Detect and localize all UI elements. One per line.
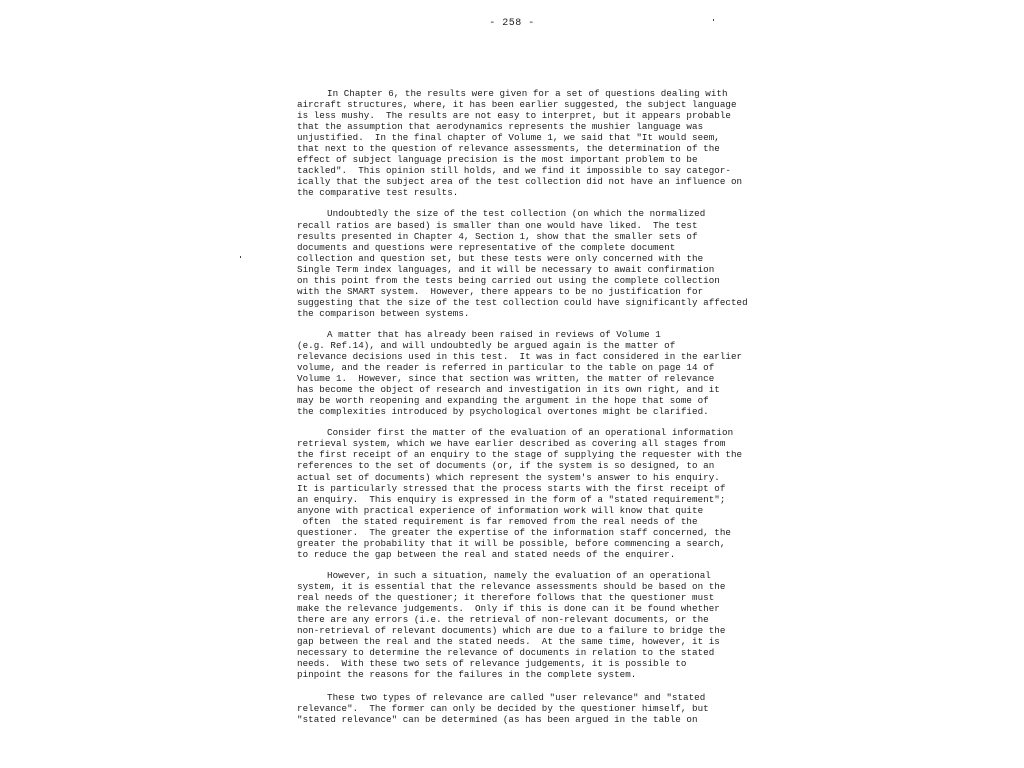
text-line: necessary to determine the relevance of documents in relation to the stated xyxy=(297,647,715,659)
text-line: (e.g. Ref.14), and will undoubtedly be argued again is the matter of xyxy=(297,339,676,351)
text-line: there are any errors (i.e. the retrieval of non-relevant documents, or the xyxy=(297,614,709,626)
text-line: references to the set of documents (or, if the system is so designed, to an xyxy=(297,460,715,472)
text-line: "stated relevance" can be determined (as has been argued in the table on xyxy=(297,714,698,726)
scan-artifact xyxy=(240,256,241,258)
paragraph-4 xyxy=(297,427,743,560)
text-line: It is particularly stressed that the process starts with the first receipt of xyxy=(297,482,726,494)
page-number: - 258 - xyxy=(489,18,535,29)
paragraph-2 xyxy=(297,208,748,319)
text-line: relevance". The former can only be decided by the questioner himself, but xyxy=(297,703,709,715)
text-line: make the relevance judgements. Only if this is done can it be found whether xyxy=(297,603,720,615)
text-line: collection and question set, but these tests were only concerned with the xyxy=(297,252,704,264)
text-line: Consider first the matter of the evaluation of an operational information xyxy=(327,427,734,439)
text-line: is less mushy. The results are not easy to interpret, but it appears probable xyxy=(297,110,731,122)
text-line: documents and questions were representative of the complete document xyxy=(297,241,676,253)
text-line: recall ratios are based) is smaller than one would have liked. The test xyxy=(297,219,698,231)
text-line: aircraft structures, where, it has been earlier suggested, the subject language xyxy=(297,99,737,111)
text-line: gap between the real and the stated needs. At the same time, however, it is xyxy=(297,636,720,648)
text-line: However, in such a situation, namely the evaluation of an operational xyxy=(327,569,711,581)
text-line: suggesting that the size of the test collection could have significantly affected xyxy=(297,296,748,308)
text-line: has become the object of research and investigation in its own right, and it xyxy=(297,384,720,396)
document-body xyxy=(297,88,748,737)
text-line: the comparative test results. xyxy=(297,187,459,199)
text-line: effect of subject language precision is the most important problem to be xyxy=(297,154,698,166)
text-line: anyone with practical experience of information work will know that quite xyxy=(297,504,704,516)
text-line: the comparison between systems. xyxy=(297,307,470,319)
text-line: the first receipt of an enquiry to the stage of supplying the requester with the xyxy=(297,449,743,461)
text-line: system, it is essential that the relevance assessments should be based on the xyxy=(297,580,726,592)
text-line: tackled". This opinion still holds, and we find it impossible to say categor- xyxy=(297,165,731,177)
text-line: actual set of documents) which represent the system's answer to his enquiry. xyxy=(297,471,720,483)
text-line: unjustified. In the final chapter of Volume 1, we said that "It would seem, xyxy=(297,132,720,144)
text-line: In Chapter 6, the results were given for a set of questions dealing with xyxy=(327,88,728,99)
text-line: ically that the subject area of the test collection did not have an influence on xyxy=(297,176,743,188)
text-line: may be worth reopening and expanding the argument in the hope that some of xyxy=(297,395,709,407)
text-line: that next to the question of relevance assessments, the determination of the xyxy=(297,143,720,155)
text-line: These two types of relevance are called "user relevance" and "stated xyxy=(327,692,706,704)
text-line: retrieval system, which we have earlier described as covering all stages from xyxy=(297,438,726,450)
text-line: volume, and the reader is referred in particular to the table on page 14 of xyxy=(297,362,715,374)
text-line: pinpoint the reasons for the failures in the complete system. xyxy=(297,669,637,681)
text-line: real needs of the questioner; it therefore follows that the questioner must xyxy=(297,591,715,603)
text-line: results presented in Chapter 4, Section 1, show that the smaller sets of xyxy=(297,230,698,242)
text-line: Undoubtedly the size of the test collection (on which the normalized xyxy=(327,208,706,220)
text-line: needs. With these two sets of relevance judgements, it is possible to xyxy=(297,658,687,670)
text-line: non-retrieval of relevant documents) which are due to a failure to bridge the xyxy=(297,625,726,637)
text-line: an enquiry. This enquiry is expressed in the form of a "stated requirement"; xyxy=(297,493,726,505)
text-line: with the SMART system. However, there appears to be no justification for xyxy=(297,285,704,297)
paragraph-5 xyxy=(297,569,726,681)
text-line: often the stated requirement is far removed from the real needs of the xyxy=(297,515,698,527)
paragraph-3 xyxy=(297,328,743,418)
scan-artifact xyxy=(713,19,714,21)
text-line: on this point from the tests being carried out using the complete collection xyxy=(297,274,720,286)
text-line: that the assumption that aerodynamics represents the mushier language was xyxy=(297,121,704,133)
text-line: questioner. The greater the expertise of the information staff concerned, the xyxy=(297,526,731,538)
text-line: to reduce the gap between the real and stated needs of the enquirer. xyxy=(297,548,676,560)
text-line: greater the probability that it will be possible, before commencing a search, xyxy=(297,537,726,549)
text-line: relevance decisions used in this test. It was in fact considered in the earlier xyxy=(297,351,743,363)
text-line: A matter that has already been raised in reviews of Volume 1 xyxy=(327,328,661,340)
text-line: Single Term index languages, and it will be necessary to await confirmation xyxy=(297,263,715,275)
text-line: the complexities introduced by psychological overtones might be clarified. xyxy=(297,406,709,418)
text-line: Volume 1. However, since that section was written, the matter of relevance xyxy=(297,373,715,385)
paragraph-1 xyxy=(297,88,743,199)
paragraph-6 xyxy=(297,692,717,725)
